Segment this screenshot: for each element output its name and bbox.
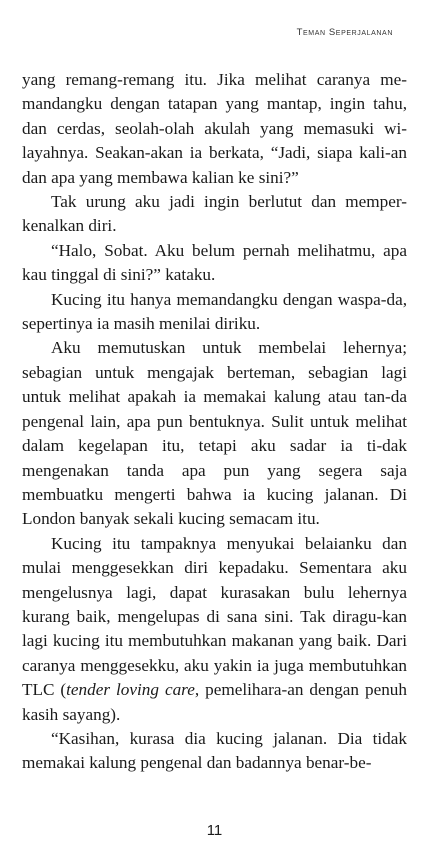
paragraph-4: Kucing itu hanya memandangku dengan waspa-da, sepertinya ia masih menilai diriku. [22, 289, 407, 334]
paragraph-7: “Kasihan, kurasa dia kucing jalanan. Dia tidak memakai kalung pengenal dan badannya benar-be- [22, 728, 407, 773]
paragraph-1: yang remang-remang itu. Jika melihat caranya me-mandangku dengan tatapan yang mantap, ingin tahu, dan cerdas, seolah-olah akulah yang memasuki wi-layahnya. Seakan-akan ia berkata, “Jadi, siapa kali-an dan apa yang membawa kalian ke sini?” [22, 70, 407, 187]
running-header: Teman Seperjalanan [296, 27, 393, 38]
body-text [22, 68, 407, 776]
paragraph-6-italic: tender loving care [66, 680, 195, 700]
paragraph-6-text-after: , pemelihara-an dengan penuh kasih sayang). [22, 680, 407, 724]
page-number: 11 [206, 822, 223, 839]
paragraph-2: Tak urung aku jadi ingin berlutut dan memper-kenalkan diri. [22, 192, 407, 236]
paragraph-6-text-before: Kucing itu tampaknya menyukai belaianku dan mulai menggesekkan diri kepadaku. Sementara aku mengelusnya lagi, dapat kurasakan bulu lehernya kurang baik, mengelupas di sana sini. Tak diragu-kan lagi kucing itu membutuhkan makanan yang baik. Dari caranya menggesekku, aku yakin ia juga membutuhkan TLC ( [22, 533, 407, 700]
paragraph-3: “Halo, Sobat. Aku belum pernah melihatmu, apa kau tinggal di sini?” kataku. [22, 240, 407, 285]
paragraph-6 [22, 532, 407, 727]
paragraph-5: Aku memutuskan untuk membelai lehernya; sebagian untuk mengajak berteman, sebagian lagi untuk melihat apakah ia memakai kalung atau tan-da pengenal lain, apa pun bentuknya. Sulit untuk melihat dalam kegelapan itu, tetapi aku sadar ia ti-dak mengenakan tanda apa pun yang segera saja membuatku mengerti bahwa ia kucing jalanan. Di London banyak sekali kucing semacam itu. [22, 338, 407, 529]
